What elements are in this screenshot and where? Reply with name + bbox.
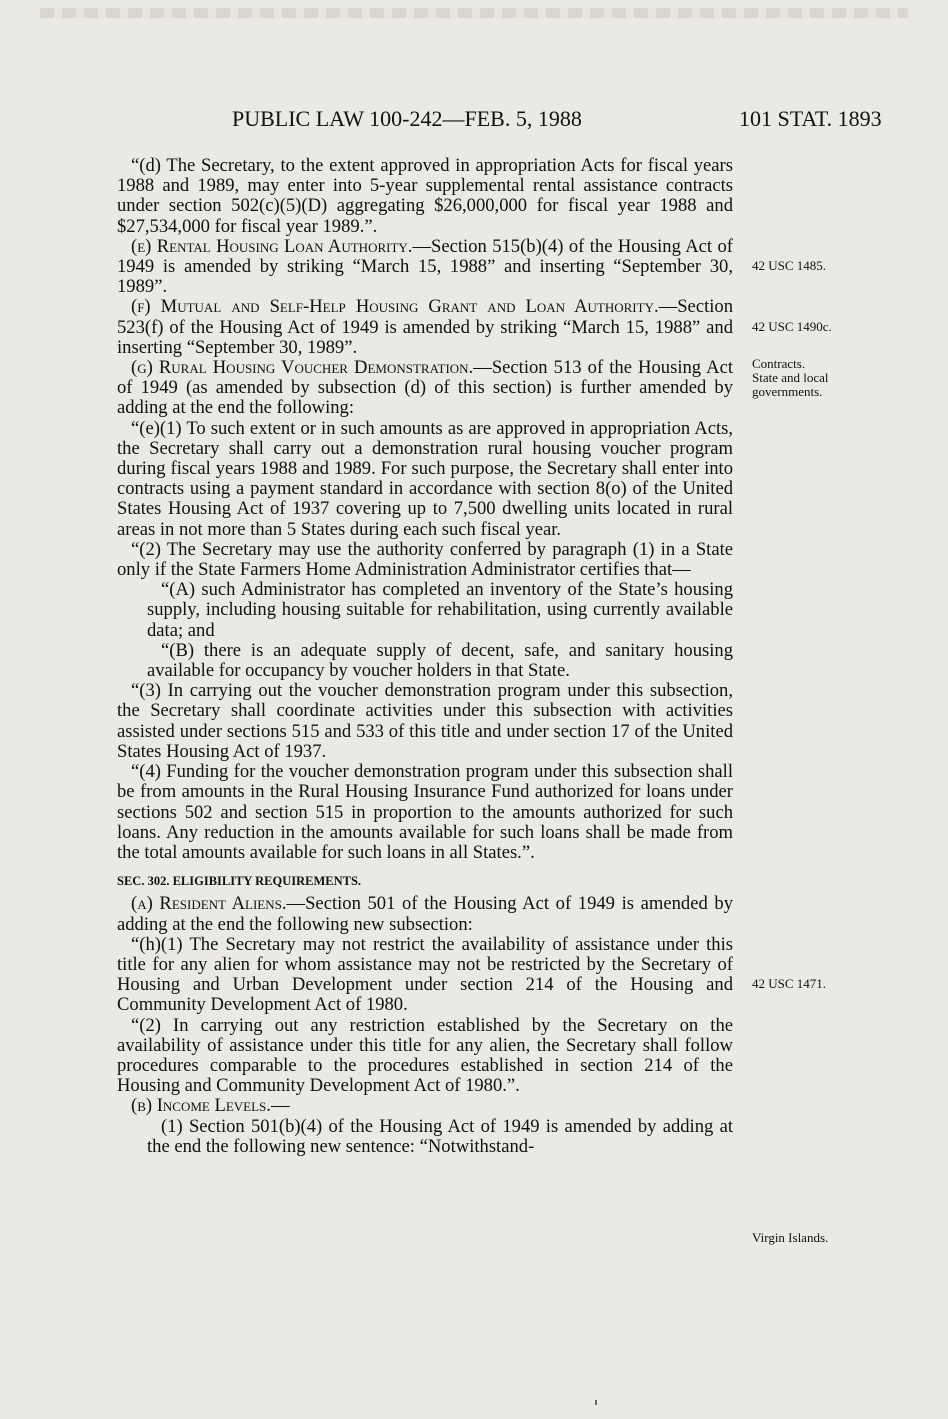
margin-note-contracts xyxy=(752,357,829,399)
paragraph-e-heading: (e) Rental Housing Loan Authority. xyxy=(131,235,413,257)
paragraph-a-heading: (a) Resident Aliens. xyxy=(131,893,287,915)
paragraph-a xyxy=(117,894,733,934)
paragraph-g-heading: (g) Rural Housing Voucher Demonstration. xyxy=(131,357,474,379)
paragraph-3: “(3) In carrying out the voucher demonstration program under this subsection, the Secretary shall coordinate activities under this subsection with activities assisted under sections 515 and 533 of this title and under section 17 of the United States Housing Act of 1937. xyxy=(117,680,733,762)
section-302-heading: SEC. 302. ELIGIBILITY REQUIREMENTS. xyxy=(117,874,362,889)
paragraph-f-body: —Section 523(f) of the Housing Act of 1949 is amended by striking “March 15, 1988” and inserting “September 30, 1989”. xyxy=(117,296,733,358)
paragraph-b1: (1) Section 501(b)(4) of the Housing Act of 1949 is amended by adding at the end the following new sentence: “Notwithstand- xyxy=(147,1115,733,1157)
paragraph-d: “(d) The Secretary, to the extent approved in appropriation Acts for fiscal years 1988 and 1989, may enter into 5-year supplemental rental assistance contracts under section 502(c)(5)(D) aggregating $26,000,000 for fiscal year 1988 and $27,534,000 for fiscal year 1989.”. xyxy=(117,155,733,237)
paragraph-2: “(2) The Secretary may use the authority conferred by paragraph (1) in a State only if the State Farmers Home Administration Administrator certifies that— xyxy=(117,538,733,581)
margin-note-usc-1471: 42 USC 1471. xyxy=(752,976,827,991)
paragraph-h1: “(h)(1) The Secretary may not restrict the availability of assistance under this title for any alien for whom assistance may not be restricted by the Secretary of Housing and Urban Development under section 214 of the Housing and Community Development Act of 1980. xyxy=(117,933,733,1016)
paragraph-e1: “(e)(1) To such extent or in such amounts as are approved in appropriation Acts, the Secretary shall carry out a demonstration rural housing voucher program during fiscal years 1988 and 1989. For such purpose, the Secretary shall enter into contracts using a payment standard in accordance with section 8(o) of the United States Housing Act of 1937 covering up to 7,500 dwelling units located in rural areas in not more than 5 States during each such fiscal year. xyxy=(117,417,733,540)
scan-speck xyxy=(595,1400,597,1405)
paragraph-b-body: — xyxy=(270,1095,290,1117)
running-header-stat-page: 101 STAT. 1893 xyxy=(739,106,882,131)
bleed-through-line xyxy=(40,8,908,18)
paragraph-f xyxy=(117,297,733,358)
subparagraph-B: “(B) there is an adequate supply of decent, safe, and sanitary housing available for occupancy by voucher holders in that State. xyxy=(147,639,733,682)
paragraph-b-heading: (b) Income Levels. xyxy=(131,1095,271,1117)
margin-note-virgin-islands: Virgin Islands. xyxy=(752,1230,829,1245)
paragraph-e xyxy=(117,237,733,298)
paragraph-a-body: —Section 501 of the Housing Act of 1949 is amended by adding at the end the following new subsection: xyxy=(117,893,733,935)
paragraph-b xyxy=(117,1096,733,1116)
subparagraph-A: “(A) such Administrator has completed an inventory of the State’s housing supply, including housing suitable for rehabilitation, using currently available data; and xyxy=(147,579,733,641)
body-text xyxy=(117,156,733,1157)
margin-note-contracts-line3: governments. xyxy=(752,384,823,399)
margin-note-contracts-line1: Contracts. xyxy=(752,356,806,371)
paragraph-h2: “(2) In carrying out any restriction established by the Secretary on the availability of assistance under this title for any alien, the Secretary shall follow procedures comparable to the procedures established in section 214 of the Housing and Community Development Act of 1980.”. xyxy=(117,1014,733,1097)
running-header-title: PUBLIC LAW 100-242—FEB. 5, 1988 xyxy=(232,106,582,131)
margin-note-usc-1485: 42 USC 1485. xyxy=(752,258,827,273)
margin-note-contracts-line2: State and local xyxy=(752,370,829,385)
paragraph-4: “(4) Funding for the voucher demonstration program under this subsection shall be from amounts in the Rural Housing Insurance Fund authorized for loans under sections 502 and section 515 in proportion to the amounts authorized for such loans. Any reduction in the amounts available for such loans shall be made from the total amounts available for such loans in all States.”. xyxy=(117,761,733,863)
paragraph-g-body: —Section 513 of the Housing Act of 1949 (as amended by subsection (d) of this section) is further amended by adding at the end the following: xyxy=(117,357,733,419)
paragraph-f-heading: (f) Mutual and Self-Help Housing Grant and Loan Authority. xyxy=(131,296,659,318)
margin-note-usc-1490c: 42 USC 1490c. xyxy=(752,319,832,334)
paragraph-g xyxy=(117,358,733,419)
paragraph-e-body: —Section 515(b)(4) of the Housing Act of 1949 is amended by striking “March 15, 1988” and inserting “September 30, 1989”. xyxy=(117,235,733,298)
